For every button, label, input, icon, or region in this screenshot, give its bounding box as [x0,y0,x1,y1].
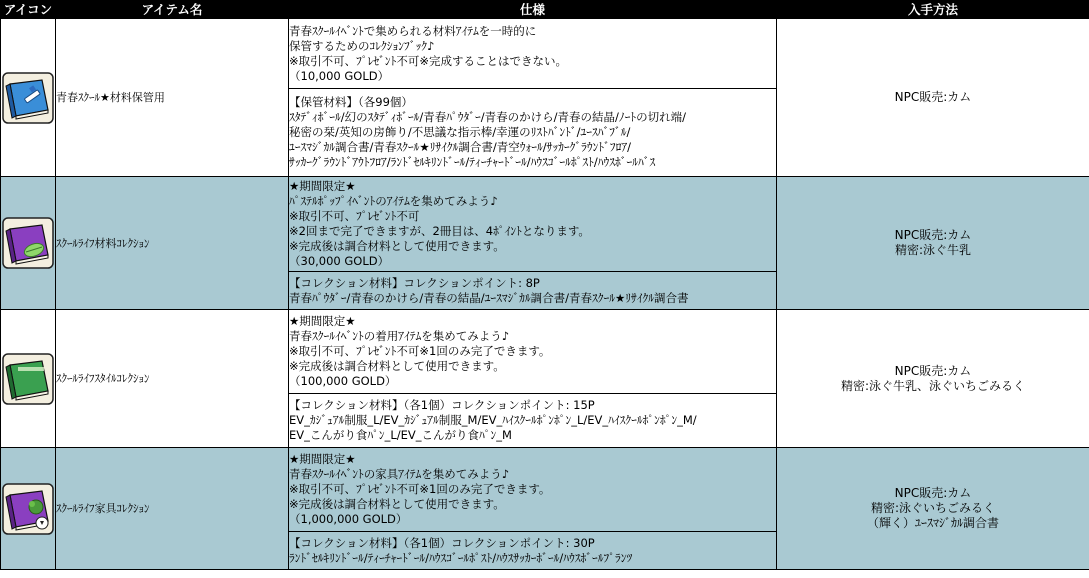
spec-line: （1,000,000 GOLD） [289,512,408,526]
item-spec [289,177,777,272]
acquire-line: （輝く）ﾕｰｽﾏｼﾞｶﾙ調合書 [866,516,999,530]
material-line: 秘密の栞/英知の房飾り/不思議な指示棒/幸運のﾘｽﾄﾊﾞﾝﾄﾞ/ﾕｰｽﾊﾞﾌﾞﾙ/ [289,125,631,139]
spec-line: 青春ｽｸｰﾙｲﾍﾞﾝﾄの家具ｱｲﾃﾑを集めてみよう♪ [289,467,510,481]
spec-line: （30,000 GOLD） [289,254,390,268]
material-line: ﾗﾝﾄﾞｾﾙｷﾘﾝﾄﾞｰﾙ/ﾃｨｰﾁｬｰﾄﾞｰﾙ/ﾊｳｽｺﾞｰﾙﾎﾟｽﾄ/ﾊｳｽｻｯｶｰﾎﾞｰﾙ/ﾊｳｽﾎﾞｰﾙﾌﾟﾗﾝﾂ [289,550,633,565]
header-spec: 仕様 [289,1,777,19]
spec-line: ※取引不可、ﾌﾟﾚｾﾞﾝﾄ不可※1回のみ完了できます。 [289,344,551,358]
material-line: 【保管材料】（各99個） [289,95,413,109]
item-acquire [777,177,1089,310]
purple-book-with-plant-and-ball-icon [2,483,54,535]
spec-line: ※取引不可、ﾌﾟﾚｾﾞﾝﾄ不可 [289,209,420,223]
blue-book-with-pen-icon [2,72,54,124]
header-item-name: アイテム名 [56,1,289,19]
item-name: ｽｸｰﾙﾗｲﾌ材料ｺﾚｸｼｮﾝ [56,177,289,310]
item-acquire [777,19,1089,177]
table-row [1,310,1089,394]
table-row [1,448,1089,532]
header-acquire: 入手方法 [777,1,1089,19]
item-icon-cell [1,177,56,310]
acquire-line: NPC販売:カム [894,363,972,378]
spec-line: 青春ｽｸｰﾙｲﾍﾞﾝﾄで集められる材料ｱｲﾃﾑを一時的に [289,23,537,38]
item-acquire [777,448,1089,570]
item-name: ｽｸｰﾙﾗｲﾌ家具ｺﾚｸｼｮﾝ [56,448,289,570]
spec-line: （10,000 GOLD） [289,68,390,83]
acquire-line: NPC販売:カム [894,228,972,242]
acquire-line: NPC販売:カム [894,486,972,500]
table-row [1,177,1089,272]
table-row [1,19,1089,89]
material-line: ｽﾀﾃﾞｨﾎﾞｰﾙ/幻のｽﾀﾃﾞｨﾎﾞｰﾙ/青春ﾊﾟｳﾀﾞｰ/青春のかけら/青春の結晶/ﾉｰﾄの切れ端/ [289,110,686,124]
spec-line: ※完成後は調合材料として使用できます。 [289,497,505,511]
green-book-icon [2,353,54,405]
item-icon-cell [1,448,56,570]
acquire-line: NPC販売:カム [894,90,972,104]
spec-line: ﾊﾟｽﾃﾙﾎﾟｯﾌﾟｲﾍﾞﾝﾄのｱｲﾃﾑを集めてみよう♪ [289,194,498,208]
item-icon-cell [1,310,56,448]
spec-line: （100,000 GOLD） [289,374,397,388]
spec-line: ※完成後は調合材料として使用できます。 [289,239,505,253]
spec-line: ※2回まで完了できますが、2冊目は、4ﾎﾟｲﾝﾄとなります。 [289,224,590,238]
item-spec [289,448,777,532]
item-icon-cell [1,19,56,177]
item-name: 青春ｽｸｰﾙ★材料保管用 [56,19,289,177]
header-icon: アイコン [1,1,56,19]
item-acquire [777,310,1089,448]
purple-book-with-leaf-icon [2,217,54,269]
acquire-line: 精密:泳ぐ牛乳 [894,243,972,257]
material-line: ﾕｰｽﾏｼﾞｶﾙ調合書/青春ｽｸｰﾙ★ﾘｻｲｸﾙ調合書/青空ｳｫｰﾙ/ｻｯｶｰｸﾞﾗｳﾝﾄﾞﾌﾛｱ/ [289,140,632,154]
spec-line: 保管するためのｺﾚｸｼｮﾝﾌﾞｯｸ♪ [289,38,435,53]
material-line: EV_ｶｼﾞｭｱﾙ制服_L/EV_ｶｼﾞｭｱﾙ制服_M/EV_ﾊｲｽｸｰﾙﾎﾟﾝﾎﾟﾝ_L/EV_ﾊｲｽｸｰﾙﾎﾟﾝﾎﾟﾝ_M/ [289,413,697,427]
spec-line: ★期間限定★ [289,452,356,466]
material-line: 【コレクション材料】コレクションポイント: 8P [289,275,540,290]
spec-line: ★期間限定★ [289,314,356,328]
material-line: 青春ﾊﾟｳﾀﾞｰ/青春のかけら/青春の結晶/ﾕｰｽﾏｼﾞｶﾙ調合書/青春ｽｸｰﾙ★ﾘｻｲｸﾙ調合書 [289,290,689,305]
item-materials [289,394,777,448]
spec-line: ※完成後は調合材料として使用できます。 [289,359,505,373]
item-materials [289,272,777,310]
item-materials [289,532,777,570]
material-line: 【コレクション材料】（各1個）コレクションポイント: 15P [289,398,595,412]
material-line: 【コレクション材料】（各1個）コレクションポイント: 30P [289,535,595,550]
material-line: ｻｯｶｰｸﾞﾗｳﾝﾄﾞｱｳﾄﾌﾛｱ/ﾗﾝﾄﾞｾﾙｷﾘﾝﾄﾞｰﾙ/ﾃｨｰﾁｬｰﾄﾞｰﾙ/ﾊｳｽｺﾞｰﾙﾎﾟｽﾄ/ﾊｳｽﾎﾞｰﾙﾊﾞｽ [289,155,656,169]
acquire-line: 精密:泳ぐ牛乳、泳ぐいちごみるく [840,378,1026,393]
item-name: ｽｸｰﾙﾗｲﾌｽﾀｲﾙｺﾚｸｼｮﾝ [56,310,289,448]
table-header-row [1,1,1089,19]
spec-line: 青春ｽｸｰﾙｲﾍﾞﾝﾄの着用ｱｲﾃﾑを集めてみよう♪ [289,329,510,343]
item-spec [289,310,777,394]
material-line: EV_こんがり食ﾊﾟﾝ_L/EV_こんがり食ﾊﾟﾝ_M [289,428,512,442]
spec-line: ★期間限定★ [289,179,356,193]
spec-line: ※取引不可、ﾌﾟﾚｾﾞﾝﾄ不可※1回のみ完了できます。 [289,482,551,496]
item-materials [289,89,777,177]
spec-line: ※取引不可、ﾌﾟﾚｾﾞﾝﾄ不可※完成することはできない。 [289,53,568,68]
acquire-line: 精密:泳ぐいちごみるく [870,501,996,515]
item-spec [289,19,777,89]
